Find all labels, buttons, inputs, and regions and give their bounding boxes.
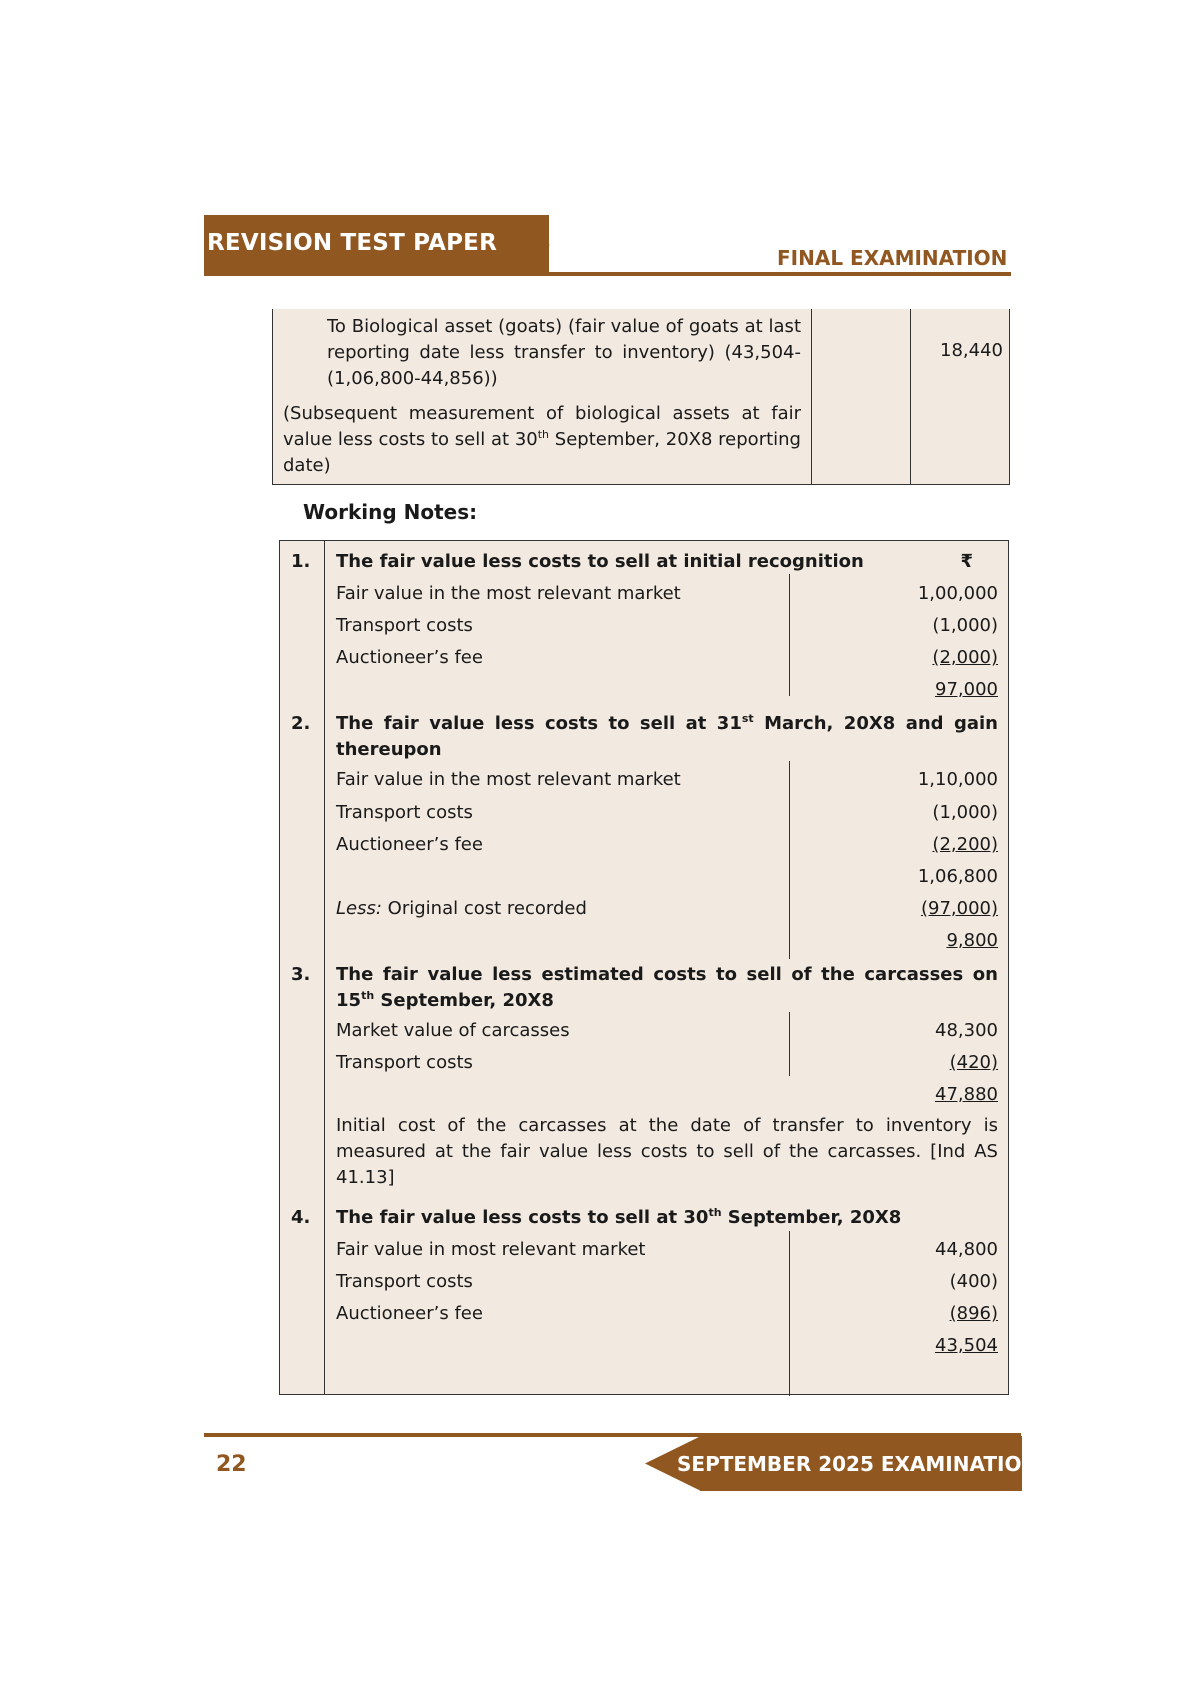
note-number: 1. (291, 551, 311, 572)
note-total: 9,800 (946, 930, 998, 951)
note-number: 4. (291, 1207, 311, 1228)
row-label: Transport costs (336, 1052, 473, 1073)
row-label: Transport costs (336, 1271, 473, 1292)
row-label: Fair value in the most relevant market (336, 769, 681, 790)
row-amount: 48,300 (935, 1020, 998, 1041)
row-label: Fair value in the most relevant market (336, 583, 681, 604)
row-label: Transport costs (336, 615, 473, 636)
note-number: 3. (291, 964, 311, 985)
amount-column-divider (789, 761, 790, 959)
amount-column-divider (789, 1231, 790, 1396)
row-amount: 1,00,000 (917, 583, 998, 604)
row-label: Transport costs (336, 802, 473, 823)
row-amount: (1,000) (932, 802, 998, 823)
working-notes-table (279, 540, 1009, 1395)
row-amount: (420) (949, 1052, 998, 1073)
note-total: 47,880 (935, 1084, 998, 1105)
header-left-title: REVISION TEST PAPER (207, 230, 497, 256)
amount-column-divider (789, 574, 790, 696)
row-amount: (896) (949, 1303, 998, 1324)
row-amount: 44,800 (935, 1239, 998, 1260)
note-total: 97,000 (935, 679, 998, 700)
journal-entry-table (272, 309, 1010, 485)
row-label: Auctioneer’s fee (336, 647, 483, 668)
journal-credit-text: To Biological asset (goats) (fair value of goats at last reporting date less transfer to inventory) (43,504-(1,06,800-44,856)) (327, 316, 801, 389)
note-subtotal: 1,06,800 (917, 866, 998, 887)
note-heading: The fair value less costs to sell at initial recognition (336, 551, 864, 572)
rupee-symbol: ₹ (960, 551, 973, 572)
page-number: 22 (216, 1452, 247, 1477)
journal-narration: (Subsequent measurement of biological assets at fair value less costs to sell at 30th September, 20X8 reporting date) (283, 403, 801, 476)
row-label: Fair value in most relevant market (336, 1239, 646, 1260)
row-amount: (1,000) (932, 615, 998, 636)
header-right-title: FINAL EXAMINATION (777, 246, 1008, 270)
row-label: Auctioneer’s fee (336, 834, 483, 855)
working-notes-title: Working Notes: (303, 500, 478, 524)
note-total: 43,504 (935, 1335, 998, 1356)
note-explanation: Initial cost of the carcasses at the date of transfer to inventory is measured at the fair value less costs to sell of the carcasses. [Ind AS 41.13] (336, 1115, 998, 1188)
header-rule (204, 272, 1011, 276)
row-amount: (97,000) (920, 898, 998, 919)
row-label: Market value of carcasses (336, 1020, 570, 1041)
row-label: Less: Original cost recorded (336, 898, 587, 919)
row-label: Auctioneer’s fee (336, 1303, 483, 1324)
amount-column-divider (789, 1012, 790, 1076)
note-heading: The fair value less costs to sell at 30th September, 20X8 (336, 1206, 902, 1228)
row-amount: (2,200) (932, 834, 998, 855)
journal-credit-amount: 18,440 (940, 340, 1003, 361)
note-heading: The fair value less estimated costs to sell of the carcasses on 15th September, 20X8 (336, 964, 998, 1011)
note-number: 2. (291, 713, 311, 734)
row-amount: (400) (949, 1271, 998, 1292)
number-column-divider (324, 541, 325, 1394)
column-divider (811, 309, 812, 484)
footer-exam-label: SEPTEMBER 2025 EXAMINATION (677, 1452, 1039, 1476)
row-amount: 1,10,000 (917, 769, 998, 790)
note-heading: The fair value less costs to sell at 31st March, 20X8 and gain thereupon (336, 712, 998, 760)
row-amount: (2,000) (932, 647, 998, 668)
column-divider (910, 309, 911, 484)
